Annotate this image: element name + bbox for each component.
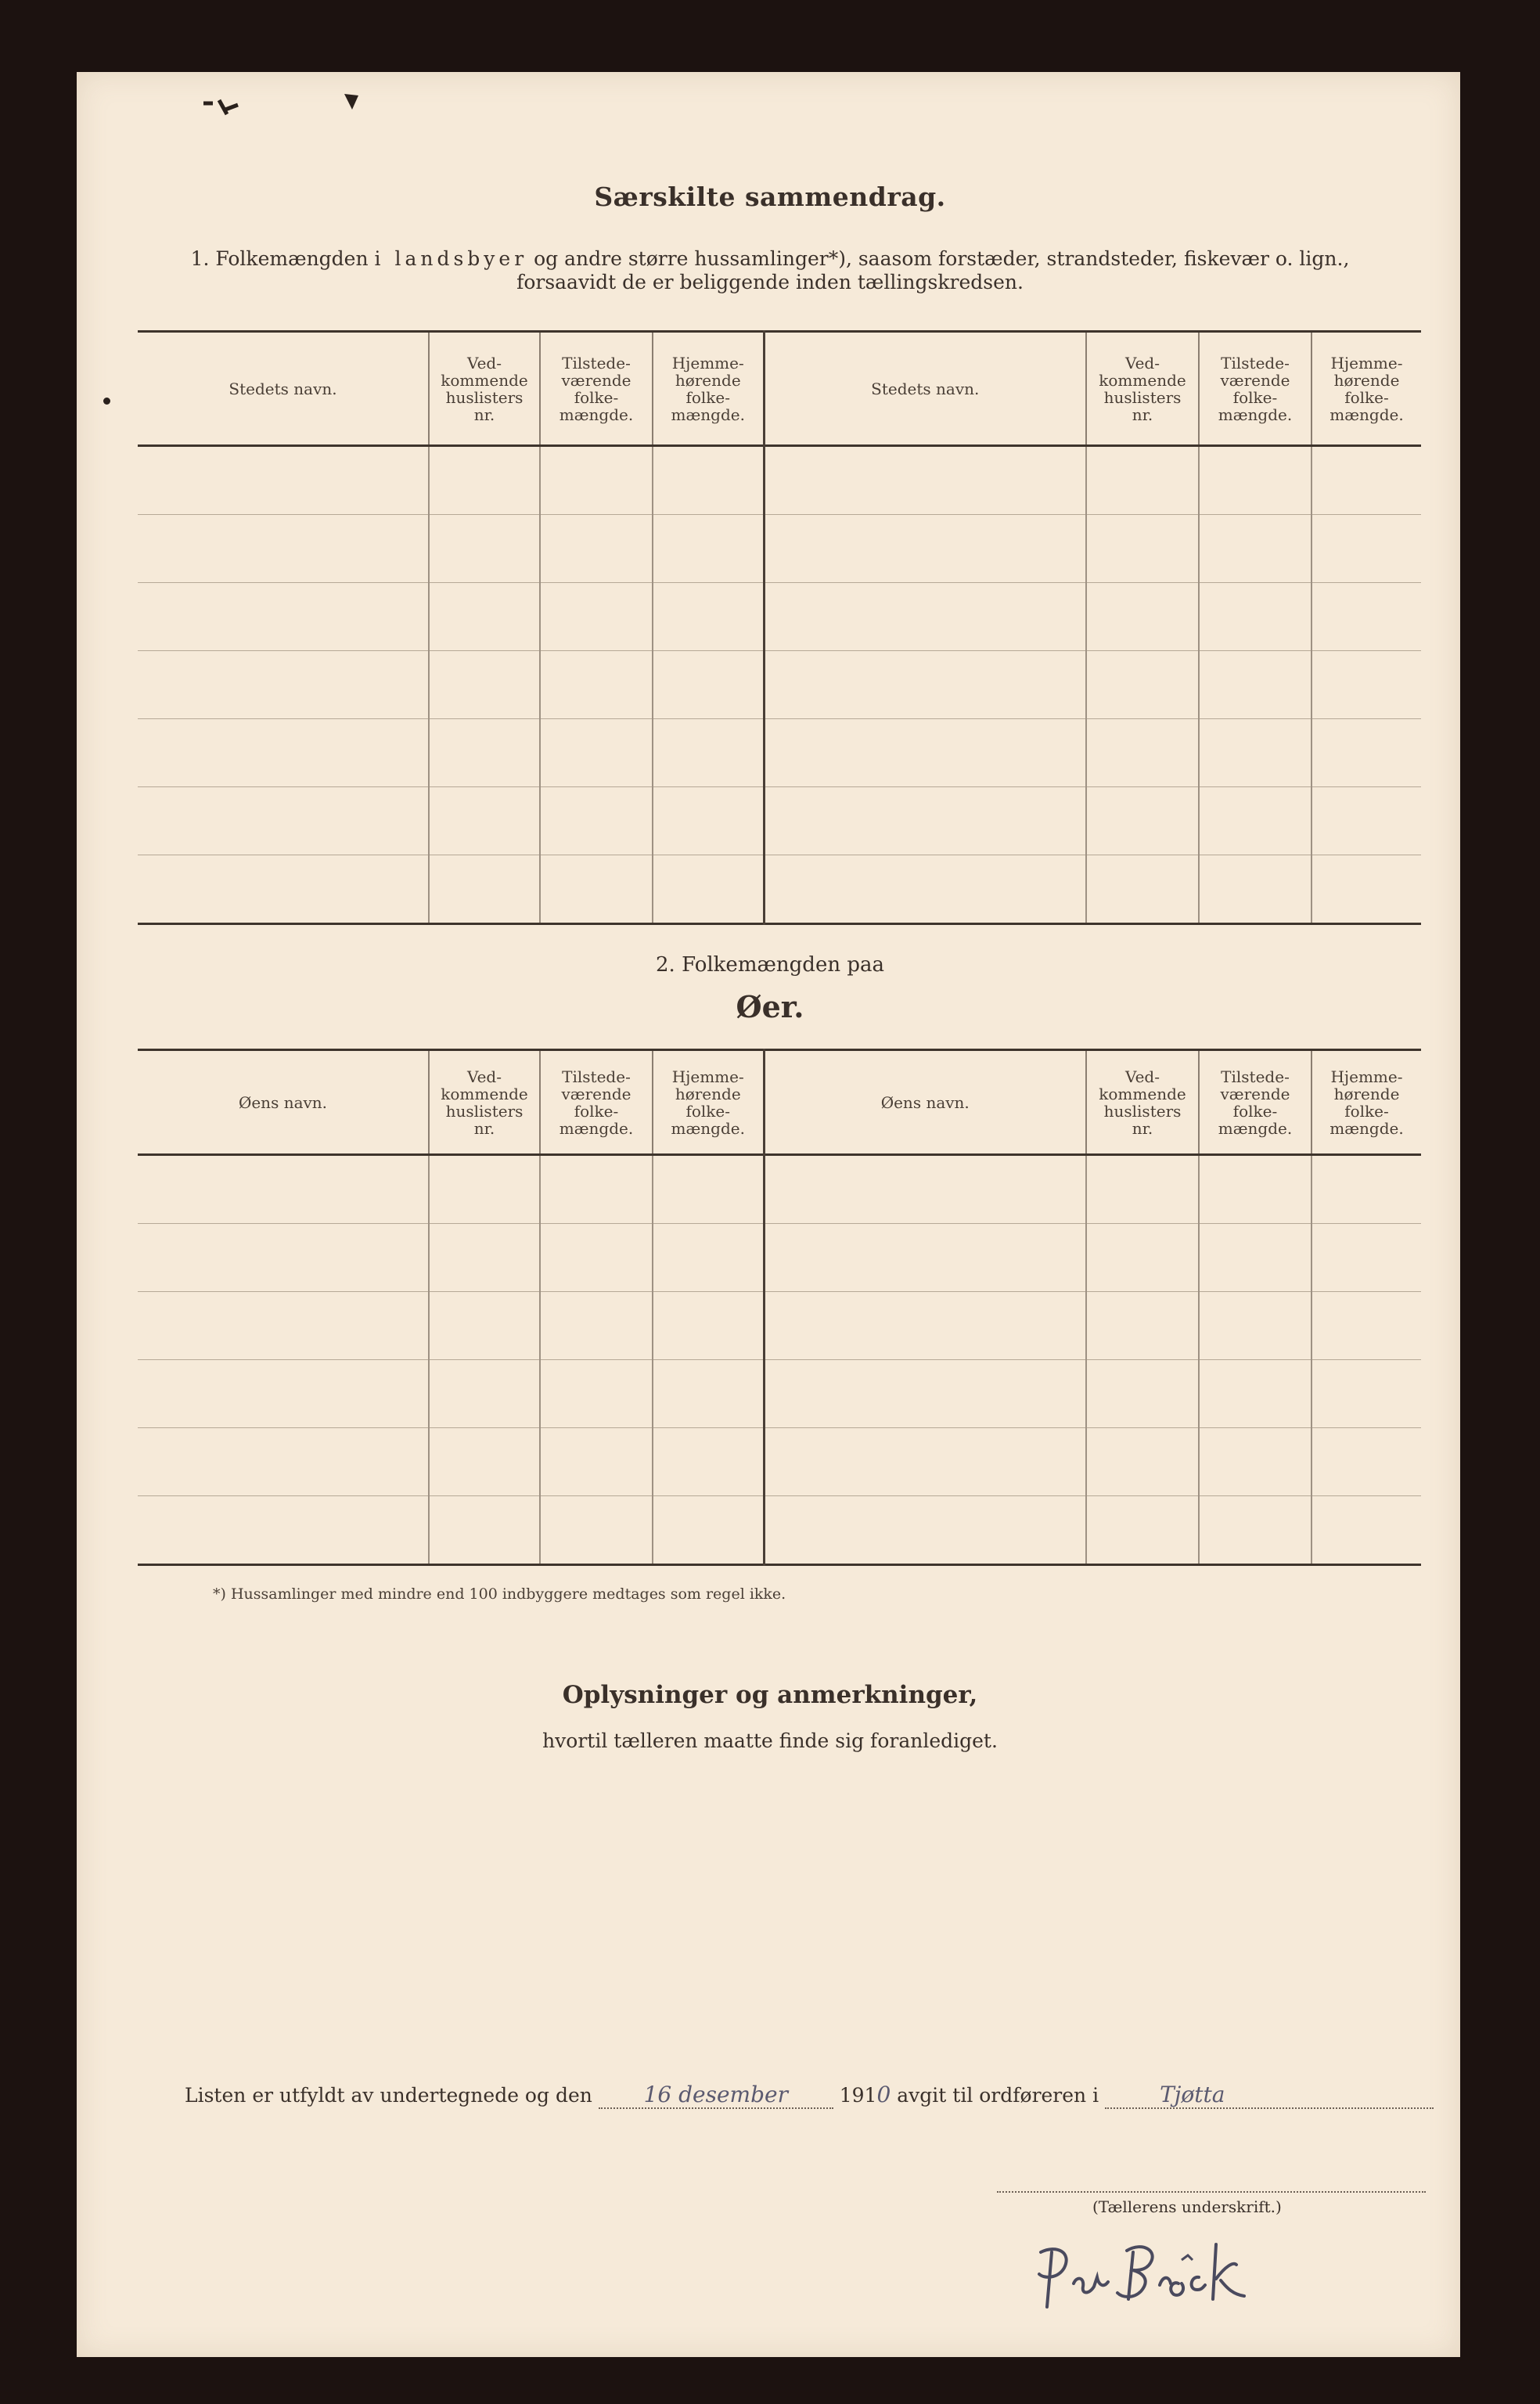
table-cell[interactable] (429, 651, 540, 719)
table-cell[interactable] (1312, 446, 1421, 515)
table-cell[interactable] (653, 787, 764, 855)
table-cell[interactable] (764, 1224, 1086, 1292)
table-cell[interactable] (653, 651, 764, 719)
table-cell[interactable] (1199, 1428, 1312, 1496)
table-cell[interactable] (540, 1292, 653, 1360)
table-cell[interactable] (764, 719, 1086, 787)
table-cell[interactable] (764, 1428, 1086, 1496)
table-row (138, 446, 1421, 515)
table-cell[interactable] (429, 515, 540, 583)
table-cell[interactable] (138, 1496, 429, 1565)
table-cell[interactable] (138, 651, 429, 719)
table-cell[interactable] (540, 855, 653, 924)
table-row (138, 651, 1421, 719)
table-cell[interactable] (138, 515, 429, 583)
table-cell[interactable] (429, 446, 540, 515)
table-cell[interactable] (138, 1224, 429, 1292)
table-cell[interactable] (764, 1360, 1086, 1428)
col-oens-navn: Øens navn. (238, 1092, 328, 1112)
ink-marks (203, 85, 391, 124)
table-cell[interactable] (1312, 583, 1421, 651)
table-cell[interactable] (1086, 1360, 1199, 1428)
table-cell[interactable] (429, 1292, 540, 1360)
table-cell[interactable] (540, 719, 653, 787)
table-cell[interactable] (1086, 1155, 1199, 1224)
col-stedets-navn-2: Stedets navn. (764, 332, 1086, 446)
table-cell[interactable] (1312, 1496, 1421, 1565)
table-cell[interactable] (653, 1155, 764, 1224)
table-cell[interactable] (540, 787, 653, 855)
section1-intro-line2: forsaavidt de er beliggende inden tællingskredsen. (516, 271, 1024, 293)
table-row (138, 1428, 1421, 1496)
section2-label: 2. Folkemængden paa (656, 953, 884, 977)
table-cell[interactable] (1312, 1292, 1421, 1360)
table-cell[interactable] (764, 651, 1086, 719)
table-row (138, 1292, 1421, 1360)
table-cell[interactable] (540, 1496, 653, 1565)
section3-title: Oplysninger og anmerkninger, (562, 1681, 978, 1709)
table-cell[interactable] (1199, 515, 1312, 583)
table-cell[interactable] (429, 583, 540, 651)
table-cell[interactable] (540, 1224, 653, 1292)
table-cell[interactable] (1199, 446, 1312, 515)
table-cell[interactable] (1199, 583, 1312, 651)
table-cell[interactable] (429, 787, 540, 855)
table-cell[interactable] (764, 446, 1086, 515)
col-vedkommende-2: Ved- kommende huslisters nr. (1086, 1050, 1199, 1155)
col-tilstede-2: Tilstede- værende folke- mængde. (1199, 1050, 1312, 1155)
table-cell[interactable] (1199, 1496, 1312, 1565)
table-cell[interactable] (138, 1292, 429, 1360)
table-row (138, 855, 1421, 924)
place-field: Tjøtta (1160, 2082, 1225, 2107)
margin-dot (103, 398, 110, 405)
table-cell[interactable] (1312, 651, 1421, 719)
table-cell[interactable] (540, 583, 653, 651)
col-hjemme-2: Hjemme- hørende folke- mængde. (1312, 332, 1421, 446)
table-cell[interactable] (764, 787, 1086, 855)
table-cell[interactable] (1199, 651, 1312, 719)
table-cell[interactable] (1199, 1292, 1312, 1360)
table-cell[interactable] (764, 1155, 1086, 1224)
table-cell[interactable] (653, 1360, 764, 1428)
table-cell[interactable] (1199, 787, 1312, 855)
table-cell[interactable] (429, 1155, 540, 1224)
col-stedets-navn: Stedets navn. (228, 379, 337, 398)
table-cell[interactable] (540, 515, 653, 583)
table-cell[interactable] (540, 1155, 653, 1224)
table-row (138, 583, 1421, 651)
table-cell[interactable] (653, 855, 764, 924)
table-cell[interactable] (1199, 719, 1312, 787)
table-cell[interactable] (764, 515, 1086, 583)
table-cell[interactable] (653, 515, 764, 583)
table-cell[interactable] (1086, 446, 1199, 515)
table-cell[interactable] (138, 583, 429, 651)
table-cell[interactable] (1086, 1292, 1199, 1360)
table-cell[interactable] (1086, 515, 1199, 583)
table-cell[interactable] (138, 787, 429, 855)
table-cell[interactable] (653, 1496, 764, 1565)
col-hjemme: Hjemme- hørende folke- mængde. (653, 332, 764, 446)
table-cell[interactable] (1086, 719, 1199, 787)
table-cell[interactable] (138, 446, 429, 515)
table-cell[interactable] (429, 855, 540, 924)
table-cell[interactable] (1199, 1224, 1312, 1292)
table-cell[interactable] (764, 855, 1086, 924)
table-cell[interactable] (429, 1360, 540, 1428)
table-cell[interactable] (764, 1496, 1086, 1565)
table-cell[interactable] (1312, 719, 1421, 787)
section1-title: Særskilte sammendrag. (594, 182, 946, 212)
table-cell[interactable] (1199, 855, 1312, 924)
col-oens-navn-2: Øens navn. (764, 1050, 1086, 1155)
signature-handwriting (1025, 2229, 1307, 2315)
table-cell[interactable] (429, 1496, 540, 1565)
table-cell[interactable] (1086, 1428, 1199, 1496)
table-cell[interactable] (1312, 1155, 1421, 1224)
table-cell[interactable] (1086, 855, 1199, 924)
table-cell[interactable] (1312, 1360, 1421, 1428)
footnote: *) Hussamlinger med mindre end 100 indbyggere medtages som regel ikke. (213, 1585, 786, 1603)
table-row (138, 515, 1421, 583)
table-cell[interactable] (429, 1428, 540, 1496)
table-cell[interactable] (653, 1224, 764, 1292)
section2-title: Øer. (736, 989, 804, 1024)
year-digit: 0 (876, 2082, 891, 2107)
section3-subtitle: hvortil tælleren maatte finde sig foranlediget. (542, 1729, 998, 1752)
col-vedkommende: Ved- kommende huslisters nr. (429, 1050, 540, 1155)
table-cell[interactable] (540, 651, 653, 719)
col-hjemme: Hjemme- hørende folke- mængde. (653, 1050, 764, 1155)
table-row (138, 719, 1421, 787)
table-cell[interactable] (1312, 515, 1421, 583)
table-cell[interactable] (1312, 855, 1421, 924)
table-cell[interactable] (1312, 1428, 1421, 1496)
table-cell[interactable] (138, 1428, 429, 1496)
date-field: 16 desember (643, 2082, 788, 2107)
table-cell[interactable] (540, 1360, 653, 1428)
signature-line (997, 2191, 1426, 2193)
table-cell[interactable] (540, 446, 653, 515)
settlements-table (138, 330, 1421, 925)
table-cell[interactable] (653, 446, 764, 515)
table-cell[interactable] (1312, 787, 1421, 855)
table-cell[interactable] (653, 719, 764, 787)
table-cell[interactable] (653, 1428, 764, 1496)
table-cell[interactable] (1312, 1224, 1421, 1292)
table-cell[interactable] (653, 1292, 764, 1360)
table-row (138, 787, 1421, 855)
table-cell[interactable] (1086, 583, 1199, 651)
table-row (138, 1155, 1421, 1224)
table-cell[interactable] (138, 1360, 429, 1428)
table-cell[interactable] (764, 1292, 1086, 1360)
completion-statement: Listen er utfyldt av undertegnede og den 16 desember 1910 avgit til ordføreren i Tjøtta (185, 2082, 1434, 2109)
table-cell[interactable] (138, 855, 429, 924)
col-tilstede-2: Tilstede- værende folke- mængde. (1199, 332, 1312, 446)
table-cell[interactable] (429, 719, 540, 787)
table-cell[interactable] (138, 719, 429, 787)
table-cell[interactable] (1199, 1155, 1312, 1224)
signature-label: (Tællerens underskrift.) (1092, 2197, 1282, 2216)
islands-table (138, 1049, 1421, 1566)
table-row (138, 1496, 1421, 1565)
col-hjemme-2: Hjemme- hørende folke- mængde. (1312, 1050, 1421, 1155)
col-tilstede: Tilstede- værende folke- mængde. (540, 1050, 653, 1155)
table-cell[interactable] (764, 583, 1086, 651)
table-cell[interactable] (1086, 651, 1199, 719)
table-cell[interactable] (429, 1224, 540, 1292)
table-cell[interactable] (653, 583, 764, 651)
table-cell[interactable] (1086, 1224, 1199, 1292)
col-tilstede: Tilstede- værende folke- mængde. (540, 332, 653, 446)
section1-intro: 1. Folkemængden i landsbyer og andre større hussamlinger*), saasom forstæder, strandsteder, fiskevær o. lign., (190, 247, 1350, 270)
table-row (138, 1360, 1421, 1428)
table-cell[interactable] (1086, 787, 1199, 855)
col-vedkommende-2: Ved- kommende huslisters nr. (1086, 332, 1199, 446)
table-cell[interactable] (1199, 1360, 1312, 1428)
table-cell[interactable] (1086, 1496, 1199, 1565)
table-cell[interactable] (138, 1155, 429, 1224)
table-row (138, 1224, 1421, 1292)
col-vedkommende: Ved- kommende huslisters nr. (429, 332, 540, 446)
table-cell[interactable] (540, 1428, 653, 1496)
